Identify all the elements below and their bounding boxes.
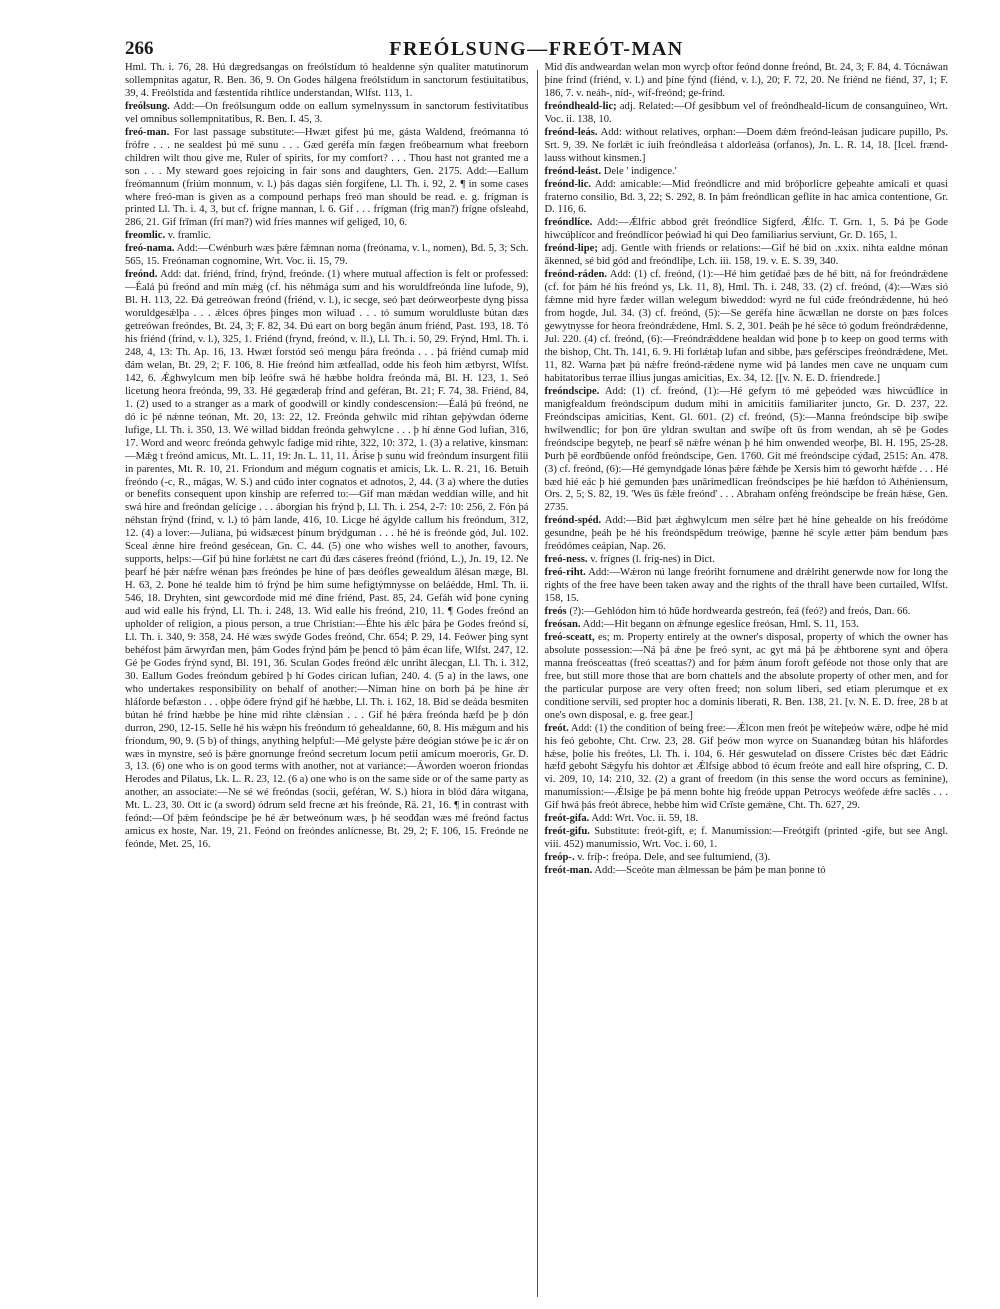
- entry-headword: freónd.: [125, 269, 158, 281]
- entry-headword: freót.: [544, 722, 569, 734]
- entry-text: Add: (1) cf. freónd, (1):—Hé gefyrn tó mé geþeóded wæs hiwcúđlíce in manigfealdum freóndscipum dudum mihi in amicitiis familiariter juncto, Gr. D. 237, 22. Freóndscipas amicitias, Kent. Gl. 601. (2) cf. freónd, (5):—Manna freóndscipe biþ swíþe hwílwendlic; for þon ūre yldran swultan and swíþe oft ūs from wendan, ah sē þe Godes freóndscipe begyteþ, ne þearf sē nǽfre wénan þ hé him onwended weorþe, Bl. H. 195, 25-28. Þurh þē eorđbūende onfód freóndscipe, Gen. 1760. Git mé freóndscipe cýđađ, 2515: An. 478. (3) cf. freónd, (6):—Hé gemyndgade lónas þǽre fǽhđe þe Xersis him tó geworht hǽfde . . . Hé bæd hié eác þ hié gemunden þæs unārimedlican freóndscipes þe hié hæfdon tó Athéniensum, Ors. 2, 5; S. 82, 19. 'Wes ūs fǽle freónd' . . . Abraham onféng freóndscipe be freán hǽse, Gen. 2735.: [544, 385, 948, 514]
- dictionary-entry: [125, 230, 529, 243]
- entry-text: For last passage substitute:—Hwæt gifest þú me, gásta Waldend, freómanna tó frófre . . . ne sealdest þú mé sunu . . . Gæd geréfa mín fægen freóbearnum what freeborn children wilt thou give me, Ruler of spirits, for my comfort? . . . Thou hast not granted me a son . . . My steward goes rejoicing in fair sons and daughters, Gen. 2175. Add:—Eallum freómannum (friúm monnum, v. l.) þás dagas sién forgifene, Ll. Th. i. 92, 2. ¶ in some cases where freó-man is given as a compound perhaps freó man should be read. e. g. frígman is printed Ll. Th. i. 4, 3, but cf. frígne mannan, l. 6. Gif . . . frígman (frig man?) frígne ofsleahd, 286, 21. Gif frīman (frí man?) wid fríes mannes wíf geligeđ, 10, 6.: [125, 126, 529, 229]
- entry-headword: freóndlíce.: [544, 217, 593, 229]
- page-number: 266: [125, 38, 154, 59]
- two-column-body: [125, 62, 948, 1297]
- dictionary-entry: [545, 127, 949, 166]
- dictionary-entry: [545, 567, 949, 606]
- dictionary-entry: [545, 386, 949, 516]
- dictionary-entry: [125, 243, 529, 269]
- entry-text: Add:—Bid þæt ǽghwylcum men sélre þæt hé hine gehealde on his freódóme gesundne, þeáh þe hé his freóndspēdum treówige, þænne hé scyle ætter þám bendum þæs freódómes ceápian, Nap. 26.: [544, 515, 948, 553]
- entry-text: Add:—Ǽlfric abbod grét freóndlíce Sigferd, Ǽlfc. T. Grn. 1, 5. Þá þe Gode hiwcúþlícor and freóndlícor þeówiađ hi qui Deo familiarius serviunt, Gr. D. 165, 1.: [544, 217, 948, 242]
- dictionary-entry: [545, 62, 949, 101]
- entry-text: Add: dat. friénd, frínd, frýnd, freónde. (1) where mutual affection is felt or professed:—Éalá þú freónd and mín mǽg (cf. his néhmága sum and his woruldfreónda líne lufode, 9), Bl. H. 113, 22. Đá getreówan freónd (friénd, v. l.), ic secge, seó þæt deórweorþeste dyng þissa woruldgesǽlþa . . . ǽlces óþres þinges mon wiluađ . . . tó sumum woruldluste bútan dæs getreówan freóndes, Bt. 24, 3; F. 82, 34. Đú eart on borg begān ánum friénd, Past. 193, 18. Tó his friénd (frínd, v. l.), 325, 1. Friénd (frynd, freónd, v. ll.), Ll. Th. i. 50, 29. Frýnd, Hml. Th. i. 248, 4, 13: Th. Ap. 16, 13. Hwæt forstód seó mengu þára freónda . . . þá friénd cumaþ mid đám welan, Bt. 29, 2; F. 106, 8. Hie freónd him ætfeallad, odde his feoh him ætbyrst, Wlfst. 142, 6. Ǽghwylcum men biþ leófre swá hé hæbbe holdra freónda má, Bl. H. 123, 1. Seó licetung heora freónda, 99, 33. Hé gegæderaþ frínd and geféran, Bt. 21; F. 74, 38. Friénd, 84, 1. (2) used to a stranger as a mark of goodwill or kindly condescension:—Éalá þú freónd, ne dó ic þé nǽnne teónan, Mt. 20, 13: 22, 12. Freónda gehwilc mid rihtan geþýwdan óđerne lufige, Ll. Th. i. 350, 13. Wé willad biddan freónda gehwylcne . . . þ hí ǽnne God lufian, 316, 17. Word and weorc freónda gehwylc fadige mid rihte, 322, 10: 372, 1. (3) a relative, kinsman:—Mǽg t freónd amicus, Mt. L. 11, 19: Jn. L. 11, 11. Árise þ sunu wid freóndum insurgent filii in parentes, Mt. R. 10, 21. Fríondum and mégum cognatis et amicis, Lk. L. R. 21, 16. Betuih freóndo (-c, R., mágas, W. S.) and cúđo inter cognatos et adnotos, 2, 44. (3 a) where the duties or benefits consequent upon kinship are referred to:—Gif man mǽdan weddian wille, and hit swá hire and freóndan gelícige . . . áborgian his frýnd þ, Ll. Th. i. 254, 2-7: 10: 256, 2. Fón þá néhstan frýnd (frínd, v. l.) tó þám lande, 416, 10. Licge hé ágylde callum his freóndum, 312, 12. (4) a lover:—Juliana, þú wiđsæcest þínum brýdguman . . . hé hé is freónde gód, Jul. 102. Sceal ǽnne hire freónd gesécean, Gn. C. 44. (5) one who wishes well to another, favours, supports, helps:—Gif þú hine forlǽtst ne cart đú đæs cáseres freónd (friónd, L.), Jn. 19, 12. Ne þearf hé þǽr nǽfre wénan þæs freóndes þe hine of þæs deófles gewealdum ālésan mæge, Bl. H. 63, 2. Þone hé tealde him tó frýnd þe him sume hefigtýmnysse on beláédde, Hml. Th. ii. 546, 18. Dryhten, sint gewcorđode mid mé đíne friénd, Past. 85, 24. Gefáh wiđ þone cyning aud wid ealle his frýnd, Ll. Th. i. 248, 13. Wid ealle his freónd, 210, 11. ¶ Godes freónd an upholder of religion, a pious person, a true Christian:—Éhte his ǽlc þára þe Godes freónd sí, Ll. Th. i. 340, 9: 358, 24. Hé wæs swýđe Godes freónd, Chr. 654; P. 29, 14. Feówer þing synt behéfost þám ārwyrđan men, þám Godes frýnd þám þe þencd tó þám écan life, Wlfst. 247, 12. Gé þe Godes frýnd synd, Bl. 191, 36. Sculan Godes freónd ǽlc unriht ālecgan, Ll. Th. i. 312, 30. Eallum Godes freóndum gebíred þ hí Godes cirican lufian, 240. 4. (5 a) in the laws, one who undertakes responsibility on behalf of another:—Niman hine on borh þá þe hine ǽr hláforde befæston . . . oþþe óđere frýnd gif hé hæbbe, Ll. Th. i. 162, 18. Bid se deáda besmiten bútan hé frínd hæbbe þe hine mid rihte clǽnsian . . . Gif hé þǽra freónda hæfd þe þ dón durron, 290, 12-15. Selle hé his wǽpn his freóndum tó gehealdanne, 60, 8. His mǽgum and his fríondum, 90, 9. (5 b) of things, anything helpful:—Mé gelyste þǽre deógian stówe þe ic ǽr on wæs in mynstre, seó is þǽre gnornunge freónd secretum locum petii amicum moeroris, Gr. D. 3, 13. (6) one who is on good terms with another, not at variance:—Áworden woeron friondas Herodes and Pilatus, Lk. L. R. 23, 12. (6 a) one who is on the same side or of the same party as another, an associate:—Ne sé wé freóndas (socii, geféran, W. S.) hiora in blód đára witgana, Mt. L. 23, 30. Ott ic (a sword) ódrum seld frecne æt his freónde, Rä. 21, 16. ¶ in contrast with feónd:—Of þǽm feóndscipe þe hé ǽr betweónum wæs, þ hé seođđan wæs mé freónd factus amicus ex hoste, Nar. 19, 21. Feónd on freóndes anlícnesse, Bt. 29, 2; F. 106, 15. Freónde ne feónde, Met. 25, 16.: [125, 269, 529, 851]
- dictionary-entry: [545, 166, 949, 179]
- dictionary-entry: [545, 515, 949, 554]
- entry-headword: freó-sceatt,: [544, 631, 595, 643]
- entry-text: (?):—Gehlódon him tó hūđe hordwearda gestreón, feá (feó?) and freós, Dan. 66.: [569, 606, 911, 618]
- dictionary-entry: [545, 632, 949, 723]
- entry-headword: freólsung.: [125, 100, 170, 112]
- right-column: [537, 62, 949, 1297]
- dictionary-entry: [545, 101, 949, 127]
- entry-headword: freós: [544, 606, 567, 618]
- dictionary-entry: [545, 606, 949, 619]
- entry-headword: freó-riht.: [544, 567, 586, 579]
- entry-headword: freó-man.: [125, 126, 170, 138]
- entry-headword: freóp-.: [544, 852, 575, 864]
- running-head: FREÓLSUNG—FREÓT-MAN: [389, 38, 684, 60]
- entry-headword: freónd-ráden.: [544, 269, 607, 281]
- entry-headword: freót-man.: [544, 865, 593, 877]
- entry-headword: freónd-lic.: [544, 178, 592, 190]
- dictionary-entry: [125, 127, 529, 231]
- entry-headword: freóndheald-lic;: [544, 100, 617, 112]
- dictionary-entry: [545, 865, 949, 878]
- entry-text: v. fríþ-: freópa. Dele, and see fultumiend, (3).: [577, 852, 771, 864]
- entry-text: Add:—On freólsungum odde on eallum symelnyssum in sanctorum festivitatibus vel omnibus sollempnitatibus, R. Ben. I. 45, 3.: [125, 100, 529, 125]
- entry-text: Dele ' indigence.': [603, 165, 677, 177]
- entry-text: Add: amicable:—Mid freóndlicre and mid bróþorlicre geþeahte amicali et quasi fraterno consilio, Bd. 3, 22; S. 292, 8. In þám freóndlican geflite in hac amica contentione, Gr. D. 116, 6.: [544, 178, 948, 216]
- dictionary-entry: [545, 269, 949, 386]
- entry-text: Hml. Th. i. 76, 28. Hú dægredsangas on freólstídum tó healdenne sýn qualiter matutinorum sollempnitas agatur, R. Ben. 36, 9. On Godes hálgena freólstídum in sanctorum festiuitatibus, 39, 4. Freólstída and fæstentída rihtlíce understandan, Wlfst. 113, 1.: [125, 62, 529, 99]
- entry-text: v. framlic.: [167, 230, 211, 242]
- entry-text: Add: Wrt. Voc. ii. 59, 18.: [591, 813, 699, 825]
- entry-text: Add: without relatives, orphan:—Doem đǽm freónd-leásan judicare pupillo, Ps. Srt. 9, 39. Ne forlǽt ic íuih freóndleása t aldorleása (orfanos), Jn. L. R. 14, 18. [Icel. frænd-lauss without kinsmen.]: [544, 126, 948, 164]
- dictionary-entry: [545, 179, 949, 218]
- entry-headword: freónd-spéd.: [544, 515, 602, 527]
- entry-text: Add:—Hit begann on ǽfnunge egeslíce freósan, Hml. S. 11, 153.: [582, 618, 859, 630]
- entry-text: Add:—Wǽron nú lange freóriht fornumene and drǽlriht generwde now for long the rights of the free have been taken away and the rights of the thrall have been curtailed, Wlfst. 158, 15.: [544, 567, 948, 605]
- entry-text: Add: (1) cf. freónd, (1):—Hé him getíđaé þæs de hé bitt, ná for freóndrǽdene (cf. for þám hé his freónd ys, Lk. 11, 8), Hml. Th. i. 248, 33. (2) cf. freónd, (4):—Wæs sió fǽmne mid hyre fæder willan welegum biweddod: wyrd ne ful cúđe freóndrǽdenne, hú heó from hogde, Jul. 34. (3) cf. freónd, (5):—Se geréfa hine ācwællan ne dorste on þæs folces gewytnysse for heora freóndrǽdene, Hml. S. 2, 301. Þeáh þe hé sēce tó godum freóndrǽdenne, Jul. 220. (4) cf. freónd, (6):—Freóndrǽddene healdan wid þone þ to keep on good terms with the bishop, Cht. Th. 141, 6. 9. Hi forlǽtaþ lufan and sibbe, þæs geférscipes freóndrǽdene, Met. 11, 82. Warna þæt þú nǽfre freónd-rǽdene nyme wid þá landes men cave ne unquam cum habitatoribus terrae illius jungas amicitias, Ex. 34, 12. [[v. N. E. D. friendrede.]: [544, 269, 948, 384]
- column-rule: [537, 70, 538, 1297]
- dictionary-entry: [545, 554, 949, 567]
- entry-headword: freóndscipe.: [544, 385, 600, 397]
- entry-text: Add:—Cwénburh wæs þǽre fǽmnan noma (freónama, v. l., nomen), Bd. 5, 3; Sch. 565, 15. Freónaman cognomine, Wrt. Voc. ii. 15, 79.: [125, 243, 529, 268]
- entry-text: Mid đís andweardan welan mon wyrcþ oftor feónd donne freónd, Bt. 24, 3; F. 84, 4. Tócnáwan þíne frind (friénd, v. l.) and þíne fýnd (fiénd, v. l.), 20; F. 72, 20. Ne friénd ne fiénd, 37, 1; F. 186, 7. v. neáh-, níd-, wíf-freónd; ge-frínd.: [544, 62, 948, 99]
- entry-headword: freónd-leás.: [544, 126, 598, 138]
- dictionary-entry: [125, 62, 529, 101]
- dictionary-entry: [545, 852, 949, 865]
- entry-text: Substitute: freót-gift, e; f. Manumission:—Freótgift (printed -gife, but see Angl. viii. 452) manumissio, Wrt. Voc. i. 60, 1.: [544, 826, 948, 851]
- entry-headword: freomlic.: [125, 230, 166, 242]
- entry-headword: freó-ness.: [544, 554, 588, 566]
- entry-text: Add: (1) the condition of being free:—Ǽlcon men freót þe wíteþeów wǽre, odþe hé mid his feó gebohte, Cht. Crw. 23, 28. Gif þeów mon wyrce on Suanandæg bútan his hláfordes hǽse, þolie his freótes, Ll. Th. i. 104, 6. Hér geswutelađ on đissere Crístes béc đæt Eádric hæfđ geboht Sǽgyfu his dohtor æt Ǽlfsige abbod tó écum freóte and eall hire ofspring, C. D. vi. 209, 10, 14: 210, 32. (2) a grant of freedom (in this sense the word occurs as feminine), manumission:—Ǽlsige þe þá menn bohte hig freóde uppan Petrocys weófede ǽfre saclēs . . . Gif hwá þás freót ábrece, hebbe him wiđ Crīste gemǽne, Cht. Th. 627, 29.: [544, 722, 948, 812]
- dictionary-entry: [125, 269, 529, 852]
- entry-text: Add:—Sceóte man ǽlmessan be þám þe man þonne tó: [594, 865, 826, 877]
- entry-headword: freó-nama.: [125, 243, 175, 255]
- dictionary-entry: [125, 101, 529, 127]
- entry-headword: freónd-leást.: [544, 165, 602, 177]
- dictionary-entry: [545, 813, 949, 826]
- entry-text: adj. Related:—Of gesibbum vel of freóndheald-licum de consanguineo, Wrt. Voc. ii. 138, 10.: [544, 100, 948, 125]
- entry-text: es; m. Property entirely at the owner's disposal, property of which the owner has absolute possession:—Ná þá ǽne þe freó synt, ac gyt má þá þe ǽhtborene synt and óþera manna freósceattas (freó sceattas?) and for þǽm ánum foroft geféode not those only that are free, but still more those that are born chattels and the absolute property of other men, and for the particular purpose are very often freed; non solum liberi, sed etiam plerumque et ex conditione servili, sed propter hoc a dominis liberati, R. Ben. 138, 21. [v. N. E. D. free, 28 b at one's own disposal, e. g. free gear.]: [544, 631, 948, 721]
- entry-headword: freósan.: [544, 618, 581, 630]
- entry-headword: freónd-lipe;: [544, 243, 598, 255]
- left-column: [125, 62, 537, 1297]
- dictionary-entry: [545, 243, 949, 269]
- dictionary-entry: [545, 723, 949, 814]
- entry-headword: freót-gifa.: [544, 813, 590, 825]
- page-header: [125, 0, 948, 62]
- dictionary-entry: [545, 217, 949, 243]
- dictionary-entry: [545, 619, 949, 632]
- entry-headword: freót-gifu.: [544, 826, 590, 838]
- entry-text: adj. Gentle with friends or relations:—Gif hé bid on .xxix. nihta ealdne mónan ākenned, sé bid gód and freóndlíþe, Lch. iii. 158, 19. v. E. S. 39, 340.: [544, 243, 948, 268]
- entry-text: v. frígnes (l. fríg-nes) in Dict.: [590, 554, 715, 566]
- dictionary-entry: [545, 826, 949, 852]
